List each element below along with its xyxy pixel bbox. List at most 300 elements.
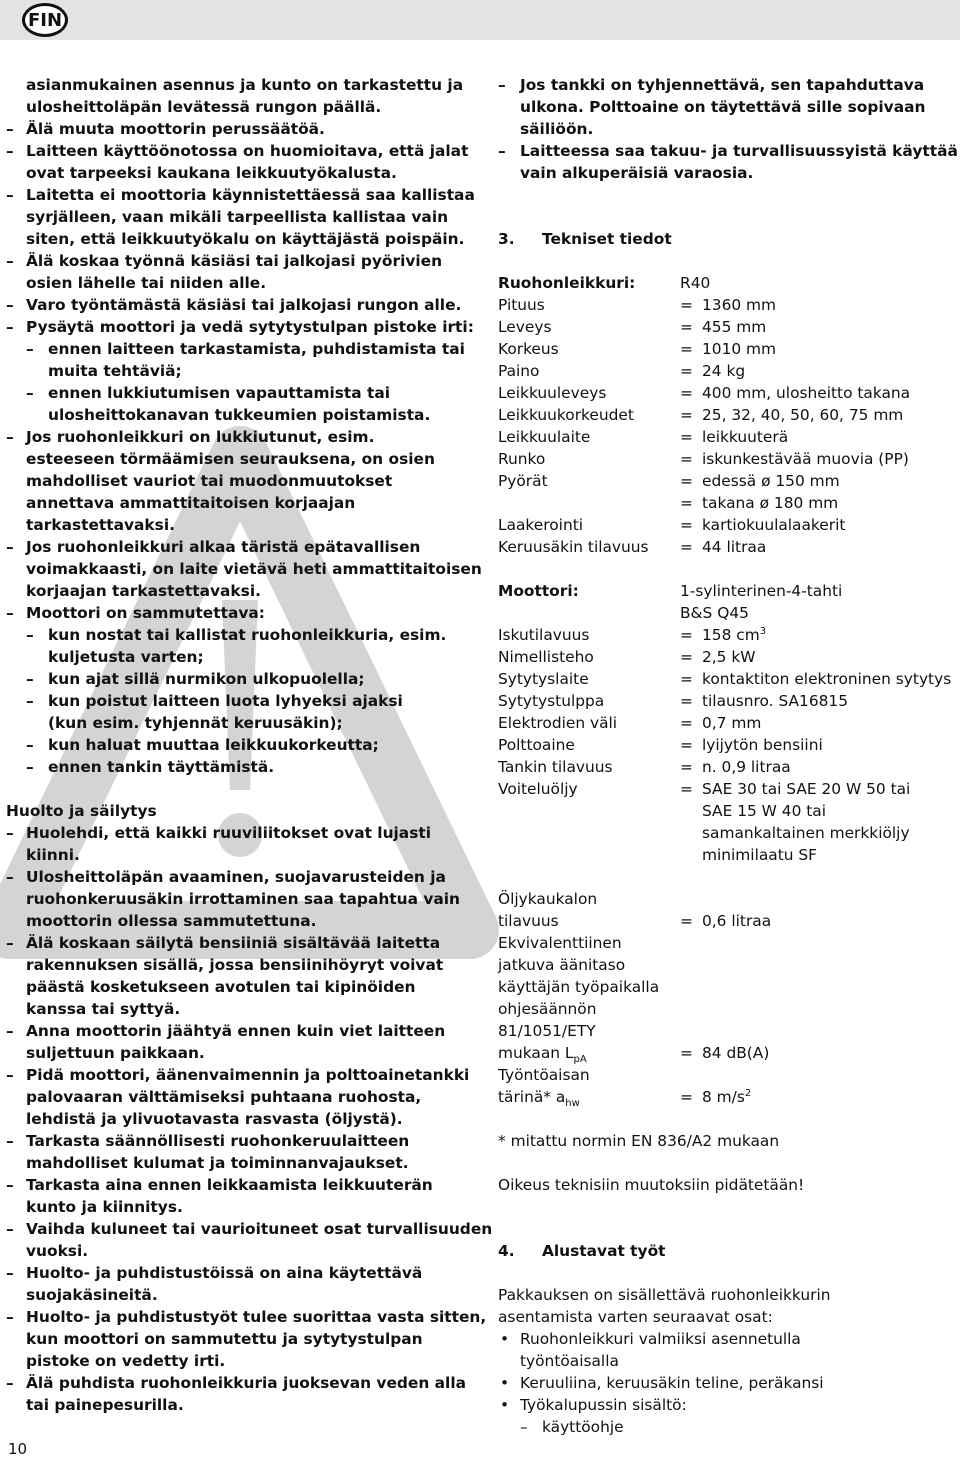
spec-key: Polttoaine bbox=[498, 736, 575, 754]
line-text: annettava ammattitaitoisen korjaajan bbox=[26, 494, 356, 512]
spec-row bbox=[498, 734, 958, 756]
line-text: säiliöön. bbox=[520, 120, 594, 138]
noise-row: mukaan $L_{pA}$ = 84 dB(A) bbox=[498, 1044, 770, 1066]
spec-equals: = bbox=[680, 450, 693, 468]
line-text: syrjälleen, vaan mikäli tarpeellista kallistaa vain bbox=[26, 208, 449, 226]
spec-value-text: 455 mm bbox=[702, 318, 767, 336]
rights-notice: Oikeus teknisiin muutoksiin pidätetään! bbox=[498, 1176, 805, 1194]
text-line bbox=[6, 294, 466, 316]
spec-value-text: 2,5 kW bbox=[702, 648, 756, 666]
right-column bbox=[498, 74, 958, 1438]
bullet-text: Työkalupussin sisältö: bbox=[520, 1396, 687, 1414]
line-text: tarkastettavaksi. bbox=[26, 516, 175, 534]
text-line bbox=[6, 822, 466, 844]
text-line bbox=[6, 932, 466, 954]
text-line bbox=[6, 338, 466, 360]
line-text: kun haluat muuttaa leikkuukorkeutta; bbox=[48, 736, 379, 754]
text-line bbox=[6, 624, 466, 646]
spec-key: Keruusäkin tilavuus bbox=[498, 538, 649, 556]
text-line bbox=[6, 272, 466, 294]
text-line bbox=[6, 118, 466, 140]
line-text: kanssa tai syttyä. bbox=[26, 1000, 181, 1018]
spec-equals: = bbox=[680, 472, 693, 490]
spec-equals: = bbox=[680, 692, 693, 710]
spec-value bbox=[702, 712, 761, 734]
oil-capacity-label-row: Öljykaukalon bbox=[498, 890, 598, 908]
line-text: asianmukainen asennus ja kunto on tarkastettu ja bbox=[26, 76, 464, 94]
text-line bbox=[6, 1042, 466, 1064]
noise-label-line bbox=[498, 976, 958, 998]
text-line bbox=[498, 162, 958, 184]
spec-value bbox=[702, 448, 909, 470]
text-line bbox=[6, 250, 466, 272]
spec-value-text: kartiokuulalaakerit bbox=[702, 516, 846, 534]
spec-equals: = bbox=[680, 494, 693, 512]
section-heading bbox=[6, 800, 466, 822]
text-line bbox=[6, 470, 466, 492]
text-line bbox=[6, 888, 466, 910]
spec-value-text: n. 0,9 litraa bbox=[702, 758, 791, 776]
line-text: Tarkasta säännöllisesti ruohonkeruulaitteen bbox=[26, 1132, 410, 1150]
spec-row bbox=[498, 338, 958, 360]
line-text: Pysäytä moottori ja vedä sytytystulpan pistoke irti: bbox=[26, 318, 474, 336]
line-text: voimakkaasti, on laite vietävä heti ammattitaitoisen bbox=[26, 560, 482, 578]
text-line bbox=[6, 1262, 466, 1284]
text-line bbox=[6, 1108, 466, 1130]
text-line bbox=[6, 1152, 466, 1174]
dash-marker: – bbox=[498, 142, 506, 160]
spec-row bbox=[498, 756, 958, 778]
spec-row bbox=[498, 360, 958, 382]
oil-spec-continuation bbox=[498, 844, 958, 866]
line-text: Älä koskaan säilytä bensiiniä sisältävää laitetta bbox=[26, 934, 441, 952]
bullet-text: Keruuliina, keruusäkin teline, peräkansi bbox=[520, 1374, 824, 1392]
spec-value-text: 400 mm, ulosheitto takana bbox=[702, 384, 911, 402]
line-text: kun moottori on sammutettu ja sytytystulpan bbox=[26, 1330, 423, 1348]
spec-value-text: tilausnro. SA16815 bbox=[702, 692, 849, 710]
spec-row bbox=[498, 470, 958, 492]
text-line bbox=[6, 756, 466, 778]
spec-row bbox=[498, 492, 958, 514]
dash-marker: – bbox=[26, 758, 34, 776]
spec-key: Nimellisteho bbox=[498, 648, 594, 666]
spec-key: Paino bbox=[498, 362, 540, 380]
dash-marker: – bbox=[6, 1374, 14, 1392]
dash-marker: – bbox=[6, 604, 14, 622]
spec-value bbox=[702, 690, 848, 712]
spec-value bbox=[702, 338, 776, 360]
text-line bbox=[6, 514, 466, 536]
line-text: palovaaran välttämiseksi puhtaana ruohosta, bbox=[26, 1088, 422, 1106]
text-line bbox=[6, 1020, 466, 1042]
text-line bbox=[6, 448, 466, 470]
line-text: kun nostat tai kallistat ruohonleikkuria, esim. bbox=[48, 626, 447, 644]
line-text: rakennuksen sisällä, jossa bensiinihöyryt voivat bbox=[26, 956, 444, 974]
spec-key: Tankin tilavuus bbox=[498, 758, 613, 776]
spec-key: ohjesäännön bbox=[498, 1000, 597, 1018]
dash-marker: – bbox=[26, 340, 34, 358]
dash-marker: – bbox=[498, 76, 506, 94]
line-text: vain alkuperäisiä varaosia. bbox=[520, 164, 754, 182]
text-line bbox=[6, 734, 466, 756]
line-text: Jos tankki on tyhjennettävä, sen tapahduttava bbox=[520, 76, 925, 94]
spec-equals: = bbox=[680, 406, 693, 424]
spec-key: Leikkuuleveys bbox=[498, 384, 607, 402]
spec-row bbox=[498, 448, 958, 470]
dash-marker: – bbox=[6, 1132, 14, 1150]
line-text: Huolto ja säilytys bbox=[6, 802, 157, 820]
text-line bbox=[6, 1350, 466, 1372]
spec-value bbox=[702, 470, 840, 492]
oil-spec-continuation bbox=[498, 800, 958, 822]
text-line bbox=[498, 118, 958, 140]
spec-value bbox=[702, 668, 951, 690]
spec-value-text: takana ø 180 mm bbox=[702, 494, 839, 512]
bullet-text: työntöaisalla bbox=[520, 1352, 619, 1370]
line-text: suojakäsineitä. bbox=[26, 1286, 158, 1304]
bullet-sub-item: – käyttöohje bbox=[520, 1418, 624, 1436]
dash-marker: – bbox=[6, 186, 14, 204]
spec-equals: = bbox=[680, 714, 693, 732]
section-4-heading: 4. Alustavat työt bbox=[498, 1242, 666, 1260]
spec-value bbox=[702, 316, 766, 338]
intro-line-1: Pakkauksen on sisällettävä ruohonleikkurin bbox=[498, 1286, 831, 1304]
bullet-dot: • bbox=[500, 1396, 510, 1414]
dash-marker: – bbox=[6, 296, 14, 314]
spec-value-text: iskunkestävää muovia (PP) bbox=[702, 450, 909, 468]
line-text: vuoksi. bbox=[26, 1242, 89, 1260]
engine-model-row: B&S Q45 bbox=[680, 604, 749, 622]
footnote: * mitattu normin EN 836/A2 mukaan bbox=[498, 1132, 780, 1150]
line-text: Tarkasta aina ennen leikkaamista leikkuuterän bbox=[26, 1176, 433, 1194]
noise-label-line bbox=[498, 1020, 958, 1042]
line-text: Huolto- ja puhdistustöissä on aina käytettävä bbox=[26, 1264, 423, 1282]
line-text: pistoke on vedetty irti. bbox=[26, 1352, 226, 1370]
spec-key: 81/1051/ETY bbox=[498, 1022, 596, 1040]
spec-key: Leveys bbox=[498, 318, 552, 336]
oil-spec-continuation bbox=[498, 822, 958, 844]
noise-label-line bbox=[498, 954, 958, 976]
bullet-item bbox=[498, 1372, 958, 1394]
spec-value-text: 1360 mm bbox=[702, 296, 777, 314]
spec-value: minimilaatu SF bbox=[702, 846, 818, 864]
line-text: ruohonkeruusäkin irrottaminen saa tapahtua vain bbox=[26, 890, 460, 908]
spec-value-text: 0,7 mm bbox=[702, 714, 762, 732]
dash-marker: – bbox=[6, 120, 14, 138]
spec-key: Pyörät bbox=[498, 472, 548, 490]
line-text: ennen tankin täyttämistä. bbox=[48, 758, 275, 776]
dash-marker: – bbox=[6, 868, 14, 886]
spec-row bbox=[498, 514, 958, 536]
line-text: kunto ja kiinnitys. bbox=[26, 1198, 183, 1216]
line-text: mahdolliset kulumat ja toiminnanvajaukset. bbox=[26, 1154, 409, 1172]
line-text: ulkona. Polttoaine on täytettävä sille sopivaan bbox=[520, 98, 926, 116]
spec-key: Leikkuukorkeudet bbox=[498, 406, 634, 424]
spec-value-text: SAE 30 tai SAE 20 W 50 tai bbox=[702, 780, 911, 798]
text-line bbox=[6, 382, 466, 404]
spec-equals: = bbox=[680, 758, 693, 776]
line-text: ennen laitteen tarkastamista, puhdistamista tai bbox=[48, 340, 465, 358]
line-text: (kun esim. tyhjennät keruusäkin); bbox=[48, 714, 343, 732]
spec-equals: = bbox=[680, 626, 693, 644]
spec-key: Korkeus bbox=[498, 340, 559, 358]
text-line bbox=[6, 536, 466, 558]
mower-model-row: Ruohonleikkuri: R40 bbox=[498, 274, 711, 292]
line-text: Ulosheittoläpän avaaminen, suojavarusteiden ja bbox=[26, 868, 446, 886]
spec-value-sup: 3 bbox=[759, 625, 767, 637]
text-line bbox=[6, 1306, 487, 1328]
line-text: Moottori on sammutettava: bbox=[26, 604, 265, 622]
spec-value bbox=[702, 514, 845, 536]
intro-line-2: asentamista varten seuraavat osat: bbox=[498, 1308, 773, 1326]
spec-equals: = bbox=[680, 780, 693, 798]
spec-value: samankaltainen merkkiöljy bbox=[702, 824, 910, 842]
text-line bbox=[6, 1372, 466, 1394]
text-line bbox=[6, 74, 466, 96]
spec-row bbox=[498, 404, 958, 426]
line-text: Laitteen käyttöönotossa on huomioitava, että jalat bbox=[26, 142, 469, 160]
text-line bbox=[6, 1240, 466, 1262]
text-line bbox=[6, 866, 466, 888]
text-line bbox=[6, 184, 475, 206]
spec-equals: = bbox=[680, 384, 693, 402]
text-line bbox=[6, 844, 466, 866]
line-text: Huolto- ja puhdistustyöt tulee suorittaa vasta sitten, bbox=[26, 1308, 487, 1326]
text-line bbox=[6, 1086, 466, 1108]
spec-key: jatkuva äänitaso bbox=[498, 956, 626, 974]
line-text: kiinni. bbox=[26, 846, 80, 864]
dash-marker: – bbox=[6, 142, 14, 160]
spec-key: Pituus bbox=[498, 296, 545, 314]
line-text: ulosheittokanavan tukkeumien poistamista. bbox=[48, 406, 431, 424]
line-text: osien lähelle tai niiden alle. bbox=[26, 274, 267, 292]
text-line bbox=[6, 976, 466, 998]
spec-equals: = bbox=[680, 428, 693, 446]
spec-value bbox=[702, 404, 903, 426]
text-line bbox=[6, 1218, 493, 1240]
dash-marker: – bbox=[6, 934, 14, 952]
line-text: tai painepesurilla. bbox=[26, 1396, 184, 1414]
engine-row: Moottori: 1-sylinterinen-4-tahti bbox=[498, 582, 843, 600]
dash-marker: – bbox=[26, 670, 34, 688]
dash-marker: – bbox=[6, 1264, 14, 1282]
spec-equals: = bbox=[680, 670, 693, 688]
spec-value-text: kontaktiton elektroninen sytytys bbox=[702, 670, 952, 688]
text-line bbox=[6, 690, 466, 712]
spec-value-text: edessä ø 150 mm bbox=[702, 472, 840, 490]
line-text: suljettuun paikkaan. bbox=[26, 1044, 205, 1062]
dash-marker: – bbox=[6, 1220, 14, 1238]
vibration-row: tärinä* $a_{hw}$ = 8 $m/s^2$ bbox=[498, 1087, 752, 1110]
line-text: ovat tarpeeksi kaukana leikkuutyökalusta. bbox=[26, 164, 397, 182]
spec-value bbox=[702, 646, 756, 668]
text-line bbox=[6, 206, 466, 228]
line-text: ulosheittoläpän levätessä rungon päällä. bbox=[26, 98, 382, 116]
line-text: muita tehtäviä; bbox=[48, 362, 182, 380]
bullet-item bbox=[498, 1394, 958, 1416]
spec-row bbox=[498, 690, 958, 712]
spec-equals: = bbox=[680, 362, 693, 380]
spec-key: Runko bbox=[498, 450, 546, 468]
dash-marker: – bbox=[6, 824, 14, 842]
text-line bbox=[6, 580, 466, 602]
spec-value-text: 1010 mm bbox=[702, 340, 777, 358]
page-number: 10 bbox=[8, 1440, 28, 1458]
line-text: Jos ruohonleikkuri alkaa täristä epätavallisen bbox=[26, 538, 421, 556]
spec-value bbox=[702, 382, 910, 404]
spec-row bbox=[498, 536, 958, 558]
text-line bbox=[6, 404, 466, 426]
text-line bbox=[6, 316, 474, 338]
spec-key: käyttäjän työpaikalla bbox=[498, 978, 660, 996]
text-line bbox=[6, 954, 466, 976]
text-line bbox=[6, 426, 466, 448]
bullet-item bbox=[498, 1328, 958, 1350]
spec-value bbox=[702, 624, 766, 646]
bullet-dot: • bbox=[500, 1374, 510, 1392]
text-line bbox=[6, 140, 469, 162]
noise-label-line bbox=[498, 932, 958, 954]
section-3-heading: 3. Tekniset tiedot bbox=[498, 230, 672, 248]
text-line bbox=[6, 1196, 466, 1218]
spec-value bbox=[702, 360, 745, 382]
bullet-text: Ruohonleikkuri valmiiksi asennetulla bbox=[520, 1330, 801, 1348]
bullet-dot: • bbox=[500, 1330, 510, 1348]
line-text: Jos ruohonleikkuri on lukkiutunut, esim. bbox=[26, 428, 375, 446]
spec-value-text: 44 litraa bbox=[702, 538, 767, 556]
line-text: Vaihda kuluneet tai vaurioituneet osat turvallisuuden bbox=[26, 1220, 493, 1238]
spec-value bbox=[702, 492, 838, 514]
line-text: korjaajan tarkastettavaksi. bbox=[26, 582, 261, 600]
spec-equals: = bbox=[680, 318, 693, 336]
text-line bbox=[6, 602, 466, 624]
spec-row bbox=[498, 294, 958, 316]
spec-value-text: leikkuuterä bbox=[702, 428, 789, 446]
dash-marker: – bbox=[26, 384, 34, 402]
spec-row bbox=[498, 316, 958, 338]
text-line bbox=[6, 646, 466, 668]
spec-row bbox=[498, 778, 958, 800]
text-line bbox=[6, 712, 466, 734]
dash-marker: – bbox=[6, 1176, 14, 1194]
line-text: Pidä moottori, äänenvaimennin ja polttoainetankki bbox=[26, 1066, 470, 1084]
spec-value bbox=[702, 536, 766, 558]
left-column bbox=[6, 74, 493, 1416]
text-line bbox=[498, 74, 958, 96]
dash-marker: – bbox=[6, 1066, 14, 1084]
dash-marker: – bbox=[6, 318, 14, 336]
text-line bbox=[6, 668, 466, 690]
text-line bbox=[6, 1328, 466, 1350]
line-text: Huolehdi, että kaikki ruuviliitokset ovat lujasti bbox=[26, 824, 431, 842]
spec-value-text: 24 kg bbox=[702, 362, 746, 380]
spec-equals: = bbox=[680, 736, 693, 754]
line-text: Älä koskaa työnnä käsiäsi tai jalkojasi pyörivien bbox=[26, 252, 443, 270]
oil-capacity-row: tilavuus = 0,6 litraa bbox=[498, 912, 772, 930]
text-line bbox=[6, 1174, 466, 1196]
dash-marker: – bbox=[6, 538, 14, 556]
line-text: kuljetusta varten; bbox=[48, 648, 204, 666]
text-line bbox=[6, 1284, 466, 1306]
spec-equals: = bbox=[680, 648, 693, 666]
spec-value bbox=[702, 734, 823, 756]
line-text: siten, että leikkuutyökalu on käyttäjästä poispäin. bbox=[26, 230, 465, 248]
line-text: lehdistä ja ylivuotavasta rasvasta (öljystä). bbox=[26, 1110, 403, 1128]
spec-value bbox=[702, 756, 791, 778]
dash-marker: – bbox=[6, 252, 14, 270]
text-line bbox=[6, 1064, 470, 1086]
line-text: ennen lukkiutumisen vapauttamista tai bbox=[48, 384, 391, 402]
line-text: päästä kosketukseen avotulen tai kipinöiden bbox=[26, 978, 416, 996]
text-line bbox=[6, 558, 482, 580]
spec-value bbox=[702, 294, 776, 316]
line-text: Anna moottorin jäähtyä ennen kuin viet laitteen bbox=[26, 1022, 446, 1040]
line-text: moottorin ollessa sammutettuna. bbox=[26, 912, 317, 930]
spec-key: Laakerointi bbox=[498, 516, 584, 534]
spec-key: Ekvivalenttiinen bbox=[498, 934, 622, 952]
bullet-continuation bbox=[498, 1350, 958, 1372]
spec-value-text: 25, 32, 40, 50, 60, 75 mm bbox=[702, 406, 904, 424]
spec-value: SAE 15 W 40 tai bbox=[702, 802, 827, 820]
spec-equals: = bbox=[680, 340, 693, 358]
text-line bbox=[6, 1394, 466, 1416]
text-line bbox=[6, 1130, 466, 1152]
spec-row bbox=[498, 382, 958, 404]
spec-value bbox=[702, 778, 910, 800]
text-line bbox=[6, 228, 466, 250]
line-text: Laitetta ei moottoria käynnistettäessä saa kallistaa bbox=[26, 186, 475, 204]
text-line bbox=[6, 910, 466, 932]
spacer bbox=[6, 778, 466, 800]
spec-equals: = bbox=[680, 516, 693, 534]
line-text: Laitteessa saa takuu- ja turvallisuussyistä käyttää bbox=[520, 142, 958, 160]
language-code: FIN bbox=[27, 9, 63, 31]
dash-marker: – bbox=[6, 1022, 14, 1040]
text-line bbox=[6, 360, 466, 382]
line-text: mahdolliset vauriot tai muodonmuutokset bbox=[26, 472, 393, 490]
spec-key: Voiteluöljy bbox=[498, 780, 578, 798]
spec-value bbox=[702, 426, 788, 448]
line-text: kun ajat sillä nurmikon ulkopuolella; bbox=[48, 670, 365, 688]
dash-marker: – bbox=[6, 428, 14, 446]
text-line bbox=[6, 162, 466, 184]
spec-key: Sytytystulppa bbox=[498, 692, 605, 710]
text-line bbox=[498, 140, 958, 162]
spec-row bbox=[498, 712, 958, 734]
spec-equals: = bbox=[680, 296, 693, 314]
line-text: Älä puhdista ruohonleikkuria juoksevan veden alla bbox=[26, 1374, 466, 1392]
noise-label-line bbox=[498, 998, 958, 1020]
text-line bbox=[6, 96, 466, 118]
spec-row bbox=[498, 426, 958, 448]
spec-key: Sytytyslaite bbox=[498, 670, 589, 688]
spec-key: Leikkuulaite bbox=[498, 428, 591, 446]
spec-value-text: lyijytön bensiini bbox=[702, 736, 823, 754]
text-line bbox=[6, 998, 466, 1020]
spec-row bbox=[498, 646, 958, 668]
line-text: Älä muuta moottorin perussäätöä. bbox=[26, 120, 325, 138]
text-line bbox=[6, 492, 466, 514]
text-line bbox=[498, 96, 958, 118]
vibration-label-row: Työntöaisan bbox=[498, 1066, 590, 1084]
spec-value-text: 158 cm bbox=[702, 626, 760, 644]
line-text: Varo työntämästä käsiäsi tai jalkojasi rungon alle. bbox=[26, 296, 462, 314]
spec-row bbox=[498, 624, 958, 646]
dash-marker: – bbox=[26, 626, 34, 644]
spec-equals: = bbox=[680, 538, 693, 556]
line-text: kun poistut laitteen luota lyhyeksi ajaksi bbox=[48, 692, 403, 710]
dash-marker: – bbox=[6, 1308, 14, 1326]
